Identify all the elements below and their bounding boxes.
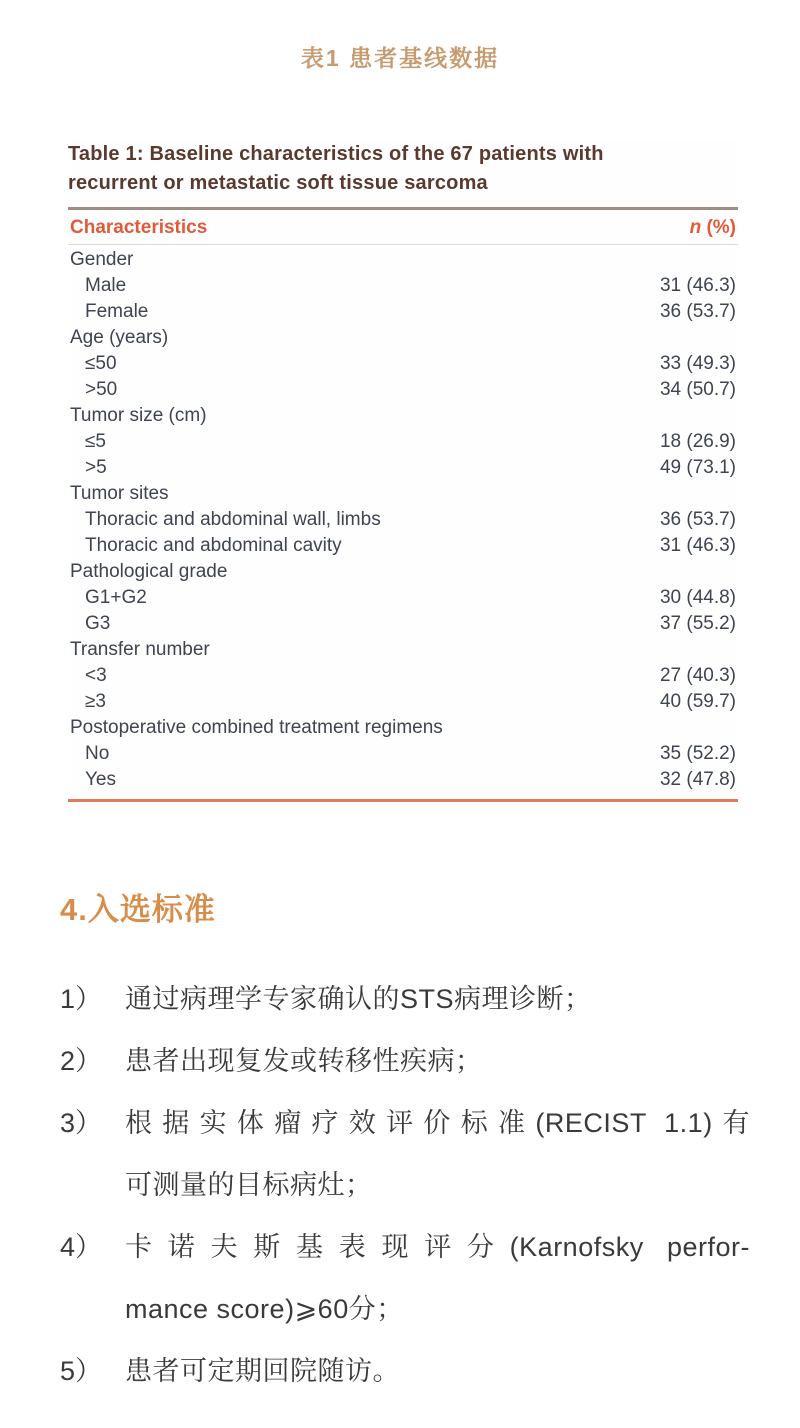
row-label: Transfer number <box>70 639 210 660</box>
row-label: Postoperative combined treatment regimens <box>70 717 443 738</box>
row-label: No <box>85 743 110 764</box>
row-label: Pathological grade <box>70 561 228 582</box>
row-label: Female <box>85 301 149 322</box>
row-label: >50 <box>85 379 118 400</box>
table-row <box>68 273 738 299</box>
list-item-text: mance score)⩾60分； <box>125 1294 404 1324</box>
row-value: 32 (47.8) <box>659 769 736 790</box>
row-label: G3 <box>85 613 111 634</box>
list-item <box>60 1092 750 1216</box>
table-row <box>68 585 738 611</box>
table-row <box>68 403 738 429</box>
table-row <box>68 611 738 637</box>
row-value: 36 (53.7) <box>659 301 736 322</box>
table-row <box>68 741 738 767</box>
row-label: Thoracic and abdominal wall, limbs <box>85 509 381 530</box>
table-header-characteristics: Characteristics <box>70 217 208 238</box>
row-label: >5 <box>85 457 107 478</box>
list-item-text: 可测量的目标病灶； <box>125 1170 373 1200</box>
list-item-text: 卡诺夫斯基表现评分(Karnofsky perfor- <box>125 1232 750 1262</box>
row-label: Age (years) <box>70 327 169 348</box>
list-item-text: 患者出现复发或转移性疾病； <box>125 1046 483 1076</box>
list-item <box>60 1030 750 1092</box>
row-value: 34 (50.7) <box>659 379 736 400</box>
row-value: 31 (46.3) <box>659 275 736 296</box>
list-item-number: 4） <box>60 1232 103 1262</box>
list-item <box>60 1216 750 1340</box>
table-header-row <box>68 210 738 245</box>
list-item-number: 5） <box>60 1356 103 1386</box>
row-label: <3 <box>85 665 107 686</box>
row-label: Male <box>85 275 127 296</box>
table-row <box>68 507 738 533</box>
page-title: 表1 患者基线数据 <box>300 45 500 71</box>
table-row <box>68 351 738 377</box>
table-row <box>68 637 738 663</box>
row-value: 27 (40.3) <box>659 665 736 686</box>
section-heading-inclusion-criteria: 4.入选标准 <box>60 892 216 927</box>
table-bottom-rule <box>68 799 738 802</box>
list-item-number: 2） <box>60 1046 103 1076</box>
list-item-text: 通过病理学专家确认的STS病理诊断； <box>125 984 592 1014</box>
row-label: Tumor sites <box>70 483 169 504</box>
row-label: ≤5 <box>85 431 106 452</box>
row-value: 40 (59.7) <box>659 691 736 712</box>
table-row <box>68 377 738 403</box>
table-caption-line-2: recurrent or metastatic soft tissue sarcoma <box>68 172 488 194</box>
table-row <box>68 767 738 793</box>
table-row <box>68 559 738 585</box>
list-item-number: 3） <box>60 1108 103 1138</box>
inclusion-criteria-list <box>60 968 750 1402</box>
list-item-text: 根据实体瘤疗效评价标准(RECIST 1.1)有 <box>125 1108 750 1138</box>
row-value: 18 (26.9) <box>659 431 736 452</box>
row-value: 31 (46.3) <box>659 535 736 556</box>
list-item-number: 1） <box>60 984 103 1014</box>
table-header-n-pct: n (%) <box>689 217 736 238</box>
table-caption <box>68 140 738 198</box>
row-value: 35 (52.2) <box>659 743 736 764</box>
row-label: G1+G2 <box>85 587 147 608</box>
table-row <box>68 533 738 559</box>
table-row <box>68 689 738 715</box>
row-label: ≥3 <box>85 691 106 712</box>
row-label: Gender <box>70 249 134 270</box>
row-value: 37 (55.2) <box>659 613 736 634</box>
baseline-table <box>68 140 738 802</box>
table-row <box>68 325 738 351</box>
row-label: Yes <box>85 769 116 790</box>
row-value: 36 (53.7) <box>659 509 736 530</box>
row-label: ≤50 <box>85 353 117 374</box>
row-value: 33 (49.3) <box>659 353 736 374</box>
row-label: Thoracic and abdominal cavity <box>85 535 342 556</box>
table-row <box>68 481 738 507</box>
table-body <box>68 245 738 793</box>
row-value: 30 (44.8) <box>659 587 736 608</box>
list-item <box>60 1340 750 1402</box>
list-item <box>60 968 750 1030</box>
list-item-text: 患者可定期回院随访。 <box>125 1356 400 1386</box>
row-value: 49 (73.1) <box>659 457 736 478</box>
table-row <box>68 455 738 481</box>
row-label: Tumor size (cm) <box>70 405 207 426</box>
table-row <box>68 715 738 741</box>
table-row <box>68 247 738 273</box>
table-row <box>68 299 738 325</box>
table-row <box>68 429 738 455</box>
table-row <box>68 663 738 689</box>
table-caption-line-1: Table 1: Baseline characteristics of the 67 patients with <box>68 143 604 165</box>
